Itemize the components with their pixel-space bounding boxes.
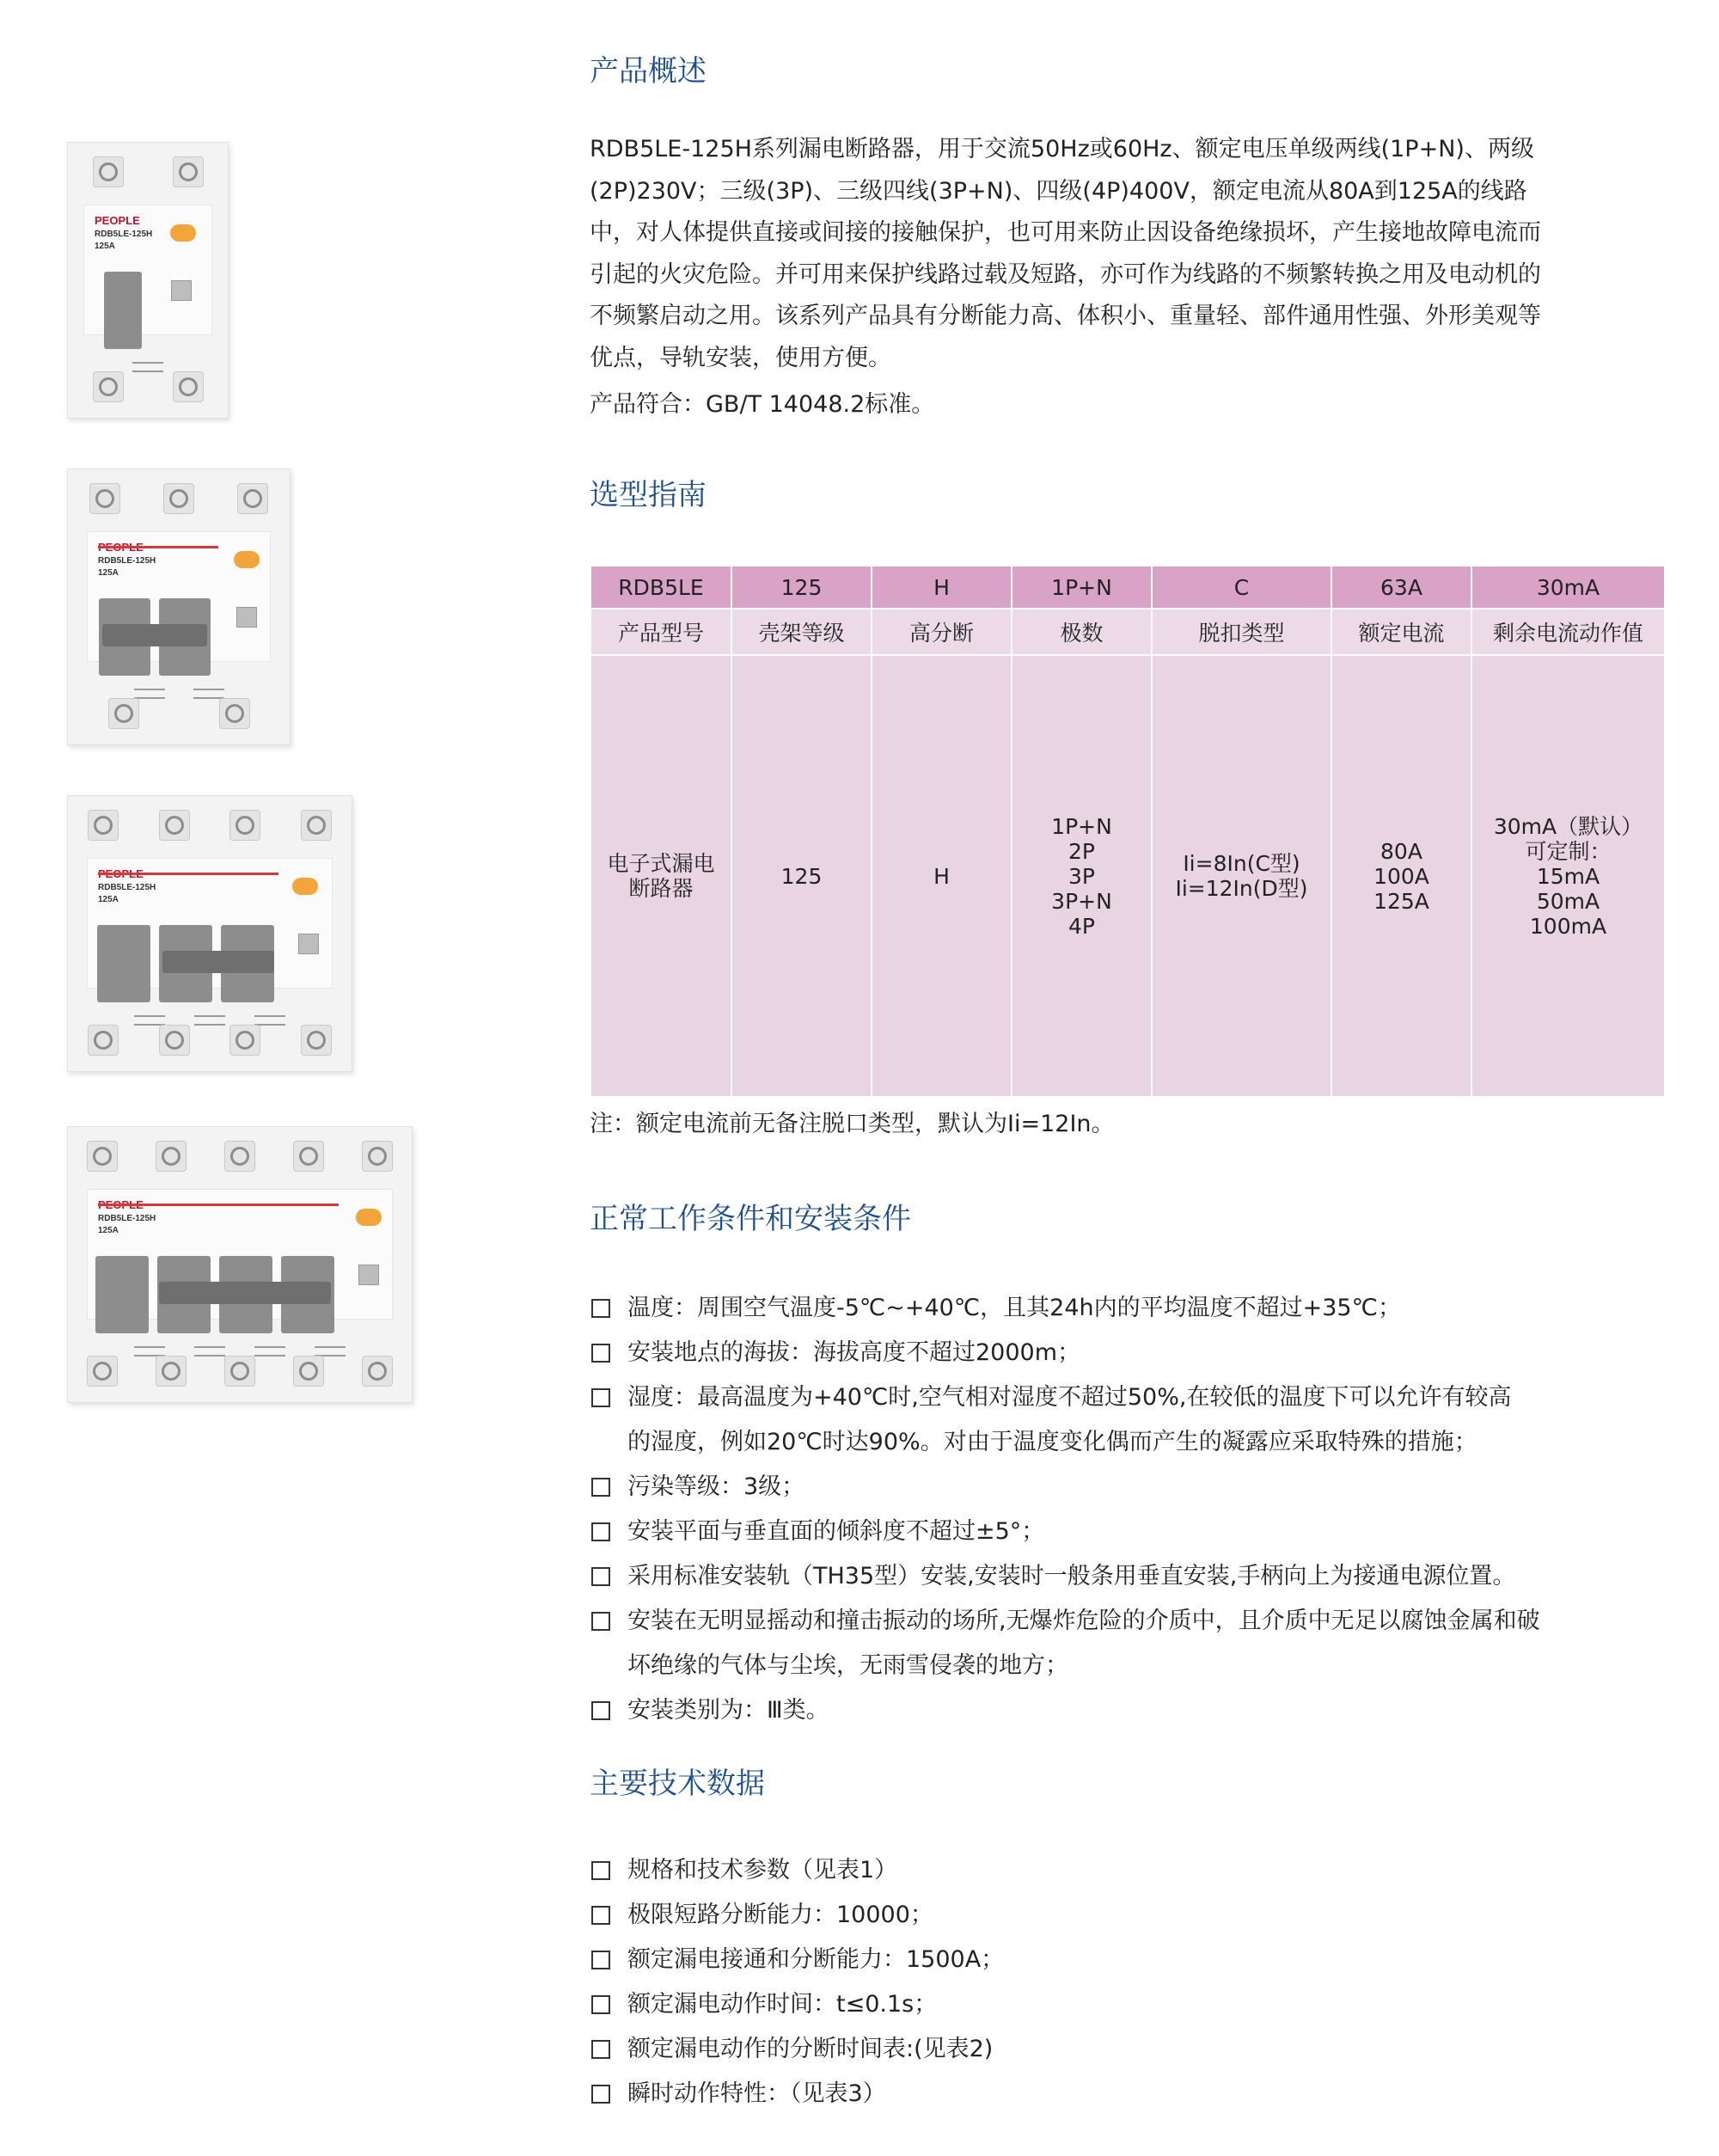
checkbox-icon [591, 1522, 610, 1541]
value-cell-residual-current: 30mA（默认） 可定制： 15mA 50mA 100mA [1471, 655, 1665, 1097]
label-cell: 极数 [1012, 609, 1152, 655]
list-item: 额定漏电动作的分断时间表:(见表2) [590, 2027, 1667, 2072]
selection-table [590, 565, 1666, 1098]
checkbox-icon [591, 1344, 610, 1363]
checkbox-icon [591, 1951, 610, 1969]
table-row-values [590, 655, 1665, 1097]
label-cell: 脱扣类型 [1152, 609, 1331, 655]
rating-label: 125A [98, 568, 119, 578]
label-cell: 剩余电流动作值 [1471, 609, 1665, 655]
product-image-column [0, 0, 516, 2156]
list-item: 额定漏电动作时间：t≤0.1s； [590, 1982, 1667, 2027]
checkbox-icon [591, 1906, 610, 1925]
model-label: RDB5LE-125H [98, 556, 156, 566]
code-cell: RDB5LE [590, 566, 731, 609]
code-cell: 30mA [1471, 566, 1665, 609]
code-cell: 125 [731, 566, 872, 609]
checkbox-icon [591, 1567, 610, 1586]
value-cell-breaking: H [872, 655, 1012, 1097]
checkbox-icon [591, 1701, 610, 1720]
list-item: 安装在无明显摇动和撞击振动的场所,无爆炸危险的介质中，且介质中无足以腐蚀金属和破 坏绝缘的气体与尘埃，无雨雪侵袭的地方； [590, 1599, 1667, 1688]
checkbox-icon [591, 1612, 610, 1631]
overview-title: 产品概述 [590, 54, 707, 89]
label-cell: 壳架等级 [731, 609, 872, 655]
table-row-codes [590, 566, 1665, 609]
code-cell: C [1152, 566, 1331, 609]
value-cell-trip-type: Ii=8In(C型) Ii=12In(D型) [1152, 655, 1331, 1097]
overview-paragraph: RDB5LE-125H系列漏电断路器，用于交流50Hz或60Hz、额定电压单级两线(1P+N)、两级 (2P)230V；三级(3P)、三级四线(3P+N)、四级(4P)400V，额定电流从80A到125A的线路 中，对人体提供直接或间接的接触保护，也可用来防止因设备绝缘损坏，产生接地故障电流而 引起的火灾危险。并可用来保护线路过载及短路，亦可作为线路的不频繁转换之用及电动机的 不频繁启动之用。该系列产品具有分断能力高、体积小、重量轻、部件通用性强、外形美观等 优点，导轨安装，使用方便。 [590, 136, 1541, 371]
rating-label: 125A [98, 1226, 119, 1235]
code-cell: 1P+N [1012, 566, 1152, 609]
model-label: RDB5LE-125H [98, 883, 156, 892]
list-item: 瞬时动作特性：（见表3） [590, 2072, 1667, 2116]
product-image-1p [67, 142, 229, 419]
conditions-list [590, 1286, 1667, 1733]
model-label: RDB5LE-125H [95, 230, 153, 239]
checkbox-icon [591, 1478, 610, 1497]
value-cell-product-type: 电子式漏电 断路器 [590, 655, 731, 1097]
label-cell: 高分断 [872, 609, 1012, 655]
conditions-title: 正常工作条件和安装条件 [590, 1202, 911, 1236]
model-label: RDB5LE-125H [98, 1214, 156, 1223]
list-item: 额定漏电接通和分断能力：1500A； [590, 1938, 1667, 1982]
checkbox-icon [591, 1299, 610, 1318]
list-item: 采用标准安装轨（TH35型）安装,安装时一般条用垂直安装,手柄向上为接通电源位置。 [590, 1554, 1667, 1599]
product-image-3p [67, 795, 352, 1072]
product-image-2p [67, 469, 291, 745]
checkbox-icon [591, 2040, 610, 2059]
list-item: 安装平面与垂直面的倾斜度不超过±5°； [590, 1510, 1667, 1554]
list-item: 安装地点的海拔：海拔高度不超过2000m； [590, 1331, 1667, 1375]
checkbox-icon [591, 1995, 610, 2014]
product-image-4p [67, 1126, 413, 1403]
list-item: 温度：周围空气温度-5℃~+40℃，且其24h内的平均温度不超过+35℃； [590, 1286, 1667, 1331]
list-item: 极限短路分断能力：10000； [590, 1893, 1667, 1938]
value-cell-poles: 1P+N 2P 3P 3P+N 4P [1012, 655, 1152, 1097]
rating-label: 125A [95, 242, 115, 251]
label-cell: 产品型号 [590, 609, 731, 655]
list-item: 污染等级：3级； [590, 1465, 1667, 1510]
tech-title: 主要技术数据 [590, 1767, 765, 1801]
list-item: 规格和技术参数（见表1） [590, 1848, 1667, 1893]
code-cell: H [872, 566, 1012, 609]
list-item: 湿度：最高温度为+40℃时,空气相对湿度不超过50%,在较低的温度下可以允许有较高 的湿度，例如20℃时达90%。对由于温度变化偶而产生的凝露应采取特殊的措施； [590, 1375, 1667, 1465]
checkbox-icon [591, 2085, 610, 2104]
list-item: 安装类别为：Ⅲ类。 [590, 1688, 1667, 1733]
value-cell-rated-current: 80A 100A 125A [1331, 655, 1471, 1097]
overview-standard: 产品符合：GB/T 14048.2标准。 [590, 391, 935, 418]
label-cell: 额定电流 [1331, 609, 1471, 655]
brand-logo: PEOPLE [95, 214, 140, 227]
selection-title: 选型指南 [590, 478, 707, 512]
table-note: 注：额定电流前无备注脱口类型，默认为Ii=12In。 [590, 1111, 1115, 1137]
rating-label: 125A [98, 895, 119, 904]
checkbox-icon [591, 1388, 610, 1407]
code-cell: 63A [1331, 566, 1471, 609]
table-row-labels [590, 609, 1665, 655]
checkbox-icon [591, 1861, 610, 1880]
tech-list [590, 1848, 1667, 2116]
value-cell-frame: 125 [731, 655, 872, 1097]
